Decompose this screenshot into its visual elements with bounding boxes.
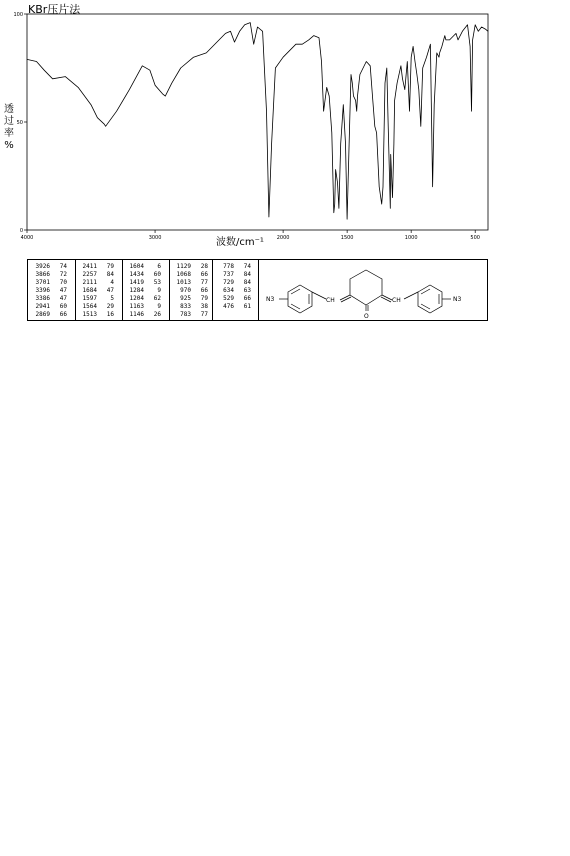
y-axis-title-char: %: [4, 140, 14, 151]
molecular-structure: [258, 259, 488, 321]
y-axis-title-char: 透: [4, 104, 14, 115]
peak-wavenumber: 1284: [129, 287, 144, 294]
peak-wavenumber: 783: [180, 311, 191, 318]
peak-wavenumber: 3701: [35, 279, 50, 286]
peak-transmittance: 47: [106, 287, 114, 294]
peak-transmittance: 4: [110, 279, 114, 286]
peak-transmittance: 79: [106, 263, 114, 270]
peak-transmittance: 29: [106, 303, 114, 310]
peak-wavenumber: 1564: [82, 303, 97, 310]
peak-transmittance: 63: [243, 287, 251, 294]
peak-wavenumber: 2111: [82, 279, 97, 286]
peak-column: [169, 260, 213, 320]
peak-wavenumber: 1597: [82, 295, 97, 302]
x-tick-label: 4000: [20, 235, 34, 241]
peak-transmittance: 66: [243, 295, 251, 302]
peak-column: [122, 260, 170, 320]
peak-wavenumber: 1513: [82, 311, 97, 318]
peak-wavenumber: 1604: [129, 263, 144, 270]
peak-wavenumber: 2411: [82, 263, 97, 270]
x-tick-label: 1000: [404, 235, 418, 241]
y-axis-title-char: 率: [4, 128, 14, 139]
peak-transmittance: 47: [59, 287, 67, 294]
peak-column: [28, 260, 76, 320]
peak-transmittance: 66: [200, 287, 208, 294]
peak-transmittance: 70: [59, 279, 67, 286]
peak-transmittance: 66: [200, 271, 208, 278]
peak-transmittance: 47: [59, 295, 67, 302]
x-tick-label: 3000: [148, 235, 162, 241]
peak-transmittance: 84: [243, 271, 251, 278]
right-azide-label: N3: [453, 296, 462, 303]
peak-column: [212, 260, 259, 320]
x-tick-label: 500: [470, 235, 480, 241]
peak-wavenumber: 737: [223, 271, 234, 278]
peak-transmittance: 74: [59, 263, 67, 270]
peak-transmittance: 16: [106, 311, 114, 318]
y-axis-title: [4, 103, 14, 151]
x-tick-label: 1500: [340, 235, 354, 241]
peak-wavenumber: 1163: [129, 303, 144, 310]
peak-wavenumber: 2257: [82, 271, 97, 278]
peak-wavenumber: 2869: [35, 311, 50, 318]
left-azide-label: N3: [266, 296, 275, 303]
peak-transmittance: 62: [153, 295, 161, 302]
x-axis-title: 波数/cm⁻¹: [216, 237, 264, 248]
peak-wavenumber: 3866: [35, 271, 50, 278]
y-tick-label: 100: [13, 12, 23, 18]
peak-transmittance: 77: [200, 279, 208, 286]
peak-wavenumber: 1684: [82, 287, 97, 294]
peak-transmittance: 74: [243, 263, 251, 270]
peak-wavenumber: 1013: [176, 279, 191, 286]
peak-wavenumber: 1129: [176, 263, 191, 270]
peak-wavenumber: 1434: [129, 271, 144, 278]
peak-transmittance: 9: [157, 303, 161, 310]
ir-spectrum-chart: [0, 0, 570, 256]
carbonyl-o-label: O: [364, 313, 369, 320]
x-tick-label: 2000: [276, 235, 290, 241]
right-ch-label: CH: [392, 297, 401, 304]
peak-wavenumber: 634: [223, 287, 234, 294]
y-tick-label: 0: [19, 228, 23, 234]
y-tick-label: 50: [16, 120, 23, 126]
cyclohexanone-ring: [350, 270, 382, 305]
peak-transmittance: 77: [200, 311, 208, 318]
peak-transmittance: 60: [59, 303, 67, 310]
peak-transmittance: 9: [157, 287, 161, 294]
peak-transmittance: 79: [200, 295, 208, 302]
peak-transmittance: 26: [153, 311, 161, 318]
axis-ticks: [13, 12, 480, 241]
peak-transmittance: 84: [243, 279, 251, 286]
peak-transmittance: 72: [59, 271, 67, 278]
spectrum-series: [27, 23, 488, 220]
peak-wavenumber: 833: [180, 303, 191, 310]
peak-wavenumber: 1068: [176, 271, 191, 278]
peak-transmittance: 60: [153, 271, 161, 278]
plot-frame: [27, 14, 488, 230]
peak-wavenumber: 778: [223, 263, 234, 270]
peak-transmittance: 53: [153, 279, 161, 286]
peak-column: [75, 260, 123, 320]
method-label: KBr压片法: [28, 3, 81, 16]
peak-wavenumber: 3396: [35, 287, 50, 294]
transmittance-line: [27, 23, 488, 220]
peak-wavenumber: 3926: [35, 263, 50, 270]
peak-wavenumber: 529: [223, 295, 234, 302]
peak-transmittance: 6: [157, 263, 161, 270]
peak-wavenumber: 476: [223, 303, 234, 310]
peak-transmittance: 5: [110, 295, 114, 302]
peak-transmittance: 38: [200, 303, 208, 310]
peak-wavenumber: 3386: [35, 295, 50, 302]
peak-wavenumber: 970: [180, 287, 191, 294]
peak-wavenumber: 925: [180, 295, 191, 302]
peak-wavenumber: 1146: [129, 311, 144, 318]
peak-wavenumber: 729: [223, 279, 234, 286]
peak-wavenumber: 2941: [35, 303, 50, 310]
peak-transmittance: 66: [59, 311, 67, 318]
peak-transmittance: 61: [243, 303, 251, 310]
peak-transmittance: 84: [106, 271, 114, 278]
peak-wavenumber: 1419: [129, 279, 144, 286]
left-ch-label: CH: [326, 297, 335, 304]
y-axis-title-char: 过: [4, 116, 14, 127]
peak-transmittance: 28: [200, 263, 208, 270]
peak-wavenumber: 1204: [129, 295, 144, 302]
